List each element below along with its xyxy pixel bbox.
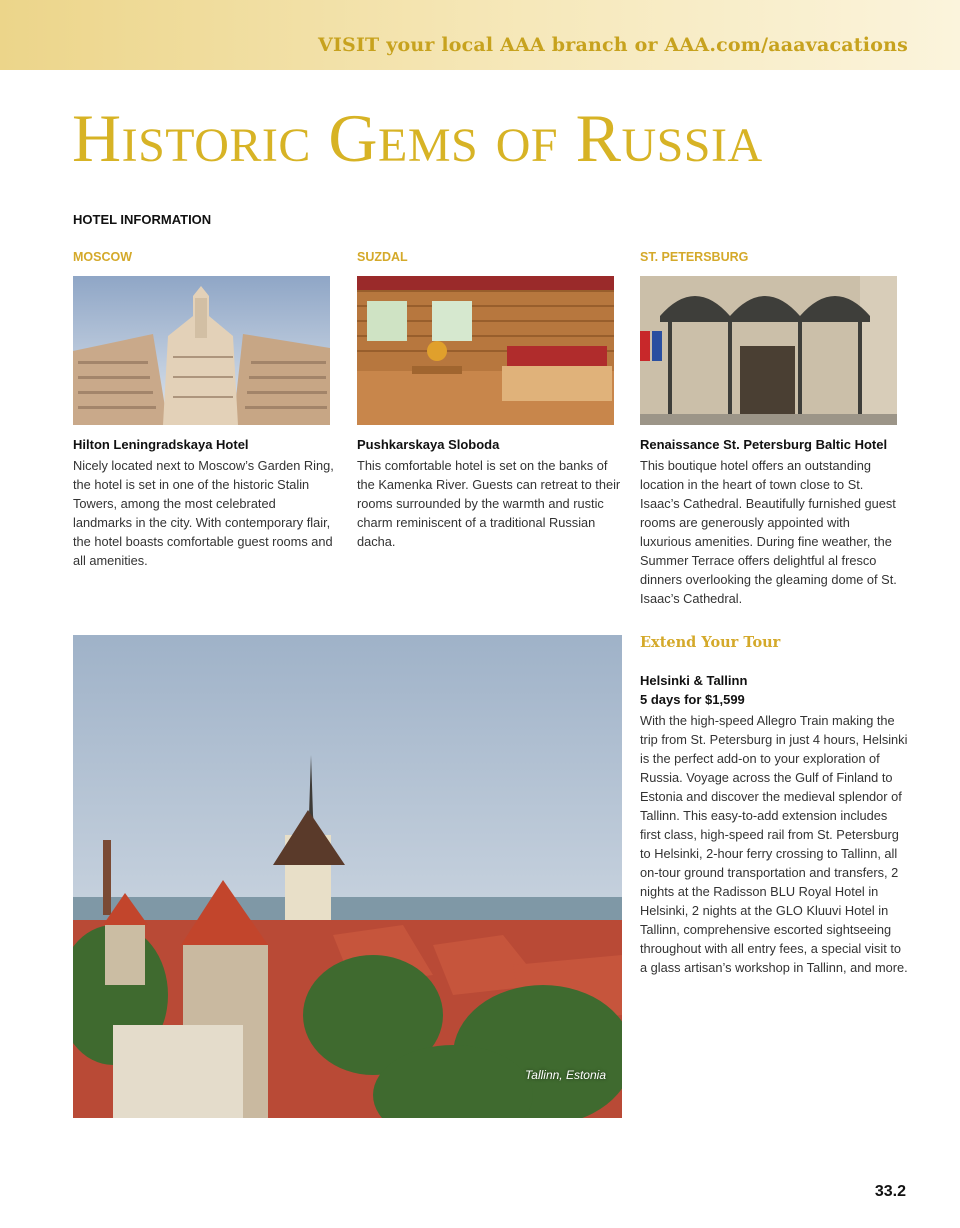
hotel-description-moscow: Nicely located next to Moscow’s Garden Ring, the hotel is set in one of the historic Stalin Towers, among the most celebrated landmarks in the city. With contemporary flair, the hotel boasts comfortable guest rooms and all amenities. bbox=[73, 458, 334, 568]
suzdal-hotel-photo bbox=[357, 276, 614, 425]
extension-price: 5 days for $1,599 bbox=[640, 692, 745, 707]
top-banner bbox=[0, 0, 960, 70]
hotel-description-st-petersburg: This boutique hotel offers an outstanding location in the heart of town close to St. Isaac’s Cathedral. Beautifully furnished guest rooms are generously appointed with luxurious amenities. During fine weather, the Summer Terrace offers delightful al fresco dinners overlooking the gleaming dome of St. Isaac’s Cathedral. bbox=[640, 458, 897, 606]
tallinn-photo bbox=[73, 635, 622, 1118]
page-title: Historic Gems of Russia bbox=[72, 100, 763, 176]
hotel-name-st-petersburg: Renaissance St. Petersburg Baltic Hotel bbox=[640, 437, 888, 452]
extension-description: With the high-speed Allegro Train making the trip from St. Petersburg in just 4 hours, Helsinki is the perfect add-on to your exploration of Russia. Voyage across the Gulf of Finland to Estonia and discover the medieval splendor of Tallinn. This easy-to-add extension includes first class, high-speed rail from St. Petersburg to Helsinki, 2-hour ferry crossing to Tallinn, all on-tour ground transportation and transfers, 2 nights at the Radisson BLU Royal Hotel in Helsinki, 2 nights at the GLO Kluuvi Hotel in Tallinn, comprehensive escorted sightseeing throughout with all entry fees, a special visit to a glass artisan’s workshop in Tallinn, and more. bbox=[640, 713, 908, 975]
moscow-hotel-photo bbox=[73, 276, 330, 425]
photo-caption: Tallinn, Estonia bbox=[525, 1068, 606, 1082]
st-petersburg-hotel-photo bbox=[640, 276, 897, 425]
city-label-suzdal: SUZDAL bbox=[357, 250, 408, 264]
banner-text[interactable]: VISIT your local AAA branch or AAA.com/aaavacations bbox=[318, 34, 908, 56]
section-heading: HOTEL INFORMATION bbox=[73, 212, 212, 227]
hotel-description-suzdal: This comfortable hotel is set on the banks of the Kamenka River. Guests can retreat to their rooms surrounded by the warmth and rustic charm reminiscent of a traditional Russian dacha. bbox=[357, 458, 621, 549]
city-label-st-petersburg: ST. PETERSBURG bbox=[640, 250, 749, 264]
extend-tour-heading: Extend Your Tour bbox=[640, 634, 781, 651]
page-number: 33.2 bbox=[874, 1183, 906, 1200]
city-label-moscow: MOSCOW bbox=[73, 250, 133, 264]
hotel-name-moscow: Hilton Leningradskaya Hotel bbox=[73, 437, 249, 452]
hotel-name-suzdal: Pushkarskaya Sloboda bbox=[357, 437, 500, 452]
extension-title: Helsinki & Tallinn bbox=[640, 673, 748, 688]
